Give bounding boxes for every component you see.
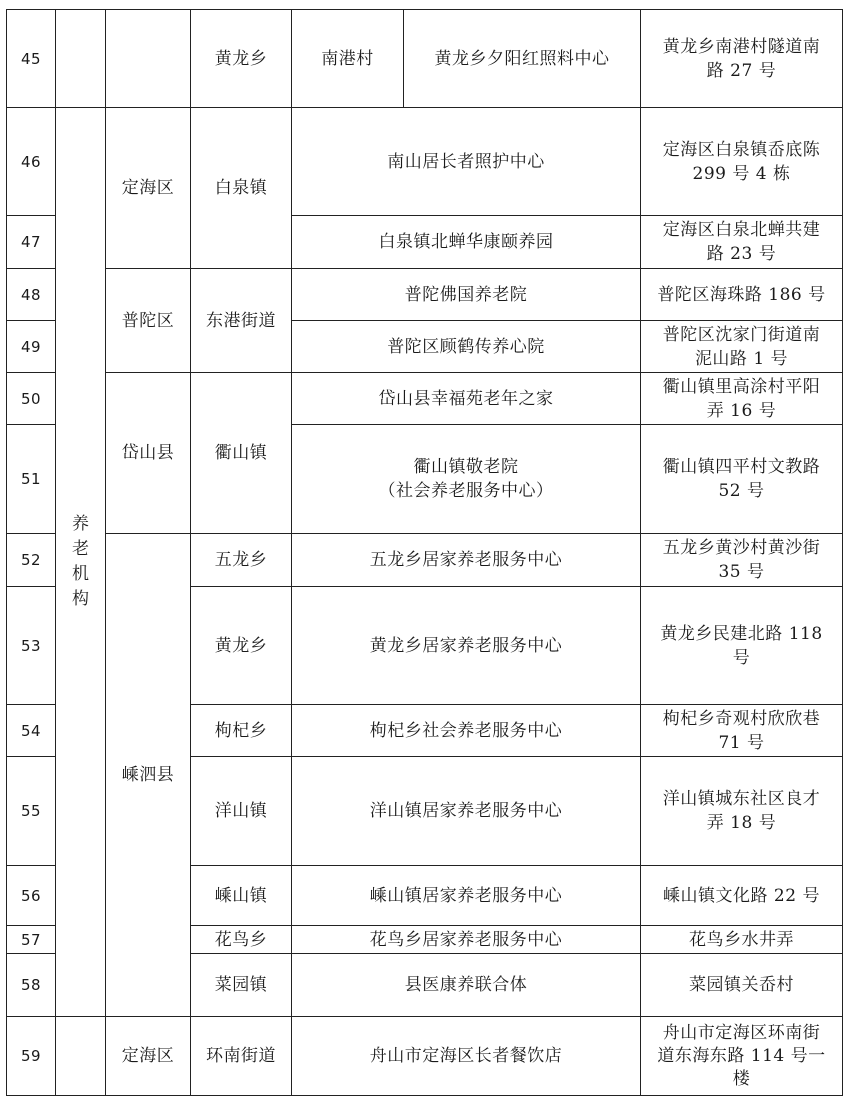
institution-name-line: （社会养老服务中心） (378, 481, 554, 501)
address-cell (641, 216, 842, 268)
institution-name: 岱山县幸福苑老年之家 (378, 388, 554, 409)
address-line: 弄 16 号 (706, 400, 777, 421)
grid-line (190, 925, 843, 926)
address-line: 黄龙乡民建北路 118 (660, 623, 823, 644)
grid-line (842, 9, 843, 1096)
address-cell (641, 587, 842, 704)
grid-line (190, 756, 843, 757)
row-number: 58 (20, 976, 42, 994)
address-line: 黄龙乡南港村隧道南 (662, 36, 821, 57)
institution-name-line: 衢山镇敬老院 (413, 457, 519, 477)
grid-line (6, 1016, 843, 1017)
address-line: 35 号 (718, 562, 765, 582)
row-number: 49 (20, 337, 42, 356)
grid-line (190, 704, 843, 705)
district-cell: 定海区 (121, 178, 175, 198)
row-number: 50 (20, 389, 42, 408)
row-number: 47 (20, 233, 42, 251)
row-number: 53 (20, 636, 42, 655)
address-cell (641, 705, 842, 756)
address-cell (641, 954, 842, 1016)
address-line: 71 号 (718, 732, 765, 753)
grid-line (6, 107, 843, 108)
town-cell: 五龙乡 (214, 550, 268, 570)
institution-name: 舟山市定海区长者餐饮店 (369, 1046, 563, 1066)
institution-name: 白泉镇北蝉华康颐养园 (378, 232, 554, 252)
institution-name: 普陀区顾鹤传养心院 (387, 336, 545, 357)
grid-line (6, 9, 843, 10)
grid-line (105, 9, 106, 1096)
address-line: 弄 18 号 (706, 813, 777, 833)
institution-name: 南山居长者照护中心 (387, 151, 545, 172)
row-number: 45 (20, 49, 42, 68)
address-line: 枸杞乡奇观村欣欣巷 (662, 708, 821, 729)
town-cell: 洋山镇 (214, 801, 268, 821)
district-cell: 嵊泗县 (121, 765, 175, 785)
address-line: 路 23 号 (706, 244, 777, 264)
grid-line (6, 1095, 843, 1096)
grid-line (291, 320, 843, 321)
grid-line (6, 533, 56, 534)
grid-line (105, 533, 843, 534)
grid-line (6, 9, 7, 1096)
address-line: 普陀区沈家门街道南 (662, 324, 821, 345)
town-cell: 白泉镇 (214, 178, 268, 198)
address-cell (641, 269, 842, 320)
address-line: 衢山镇里高涂村平阳 (662, 376, 821, 397)
address-cell (641, 534, 842, 586)
category-char: 构 (72, 589, 89, 609)
grid-line (6, 372, 56, 373)
grid-line (6, 320, 56, 321)
address-line: 定海区白泉北蝉共建 (662, 220, 821, 240)
grid-line (6, 586, 56, 587)
town-cell: 菜园镇 (214, 975, 268, 995)
row-number: 57 (20, 930, 42, 949)
grid-line (105, 372, 843, 373)
address-cell (641, 757, 842, 865)
grid-line (6, 925, 56, 926)
address-line: 衢山镇四平村文教路 (662, 457, 821, 477)
town-cell: 东港街道 (206, 310, 276, 331)
town-cell: 环南街道 (206, 1046, 276, 1066)
grid-line (291, 215, 843, 216)
grid-line (190, 953, 843, 954)
institution-name: 黄龙乡夕阳红照料中心 (434, 48, 610, 69)
category-char: 老 (72, 539, 89, 559)
institution-name: 黄龙乡居家养老服务中心 (369, 635, 563, 656)
category-text (72, 512, 89, 612)
town-cell: 衢山镇 (214, 443, 268, 463)
institution-name (292, 425, 640, 533)
address-line: 洋山镇城东社区良才 (662, 789, 821, 809)
grid-line (55, 9, 56, 1096)
institution-name: 县医康养联合体 (404, 975, 528, 995)
address-cell (641, 10, 842, 107)
institution-name: 枸杞乡社会养老服务中心 (369, 720, 563, 741)
district-cell: 岱山县 (121, 443, 175, 463)
address-line: 舟山市定海区环南街 (662, 1022, 821, 1043)
grid-line (291, 424, 843, 425)
category-char: 机 (72, 564, 89, 584)
address-cell (641, 1017, 842, 1095)
grid-line (6, 953, 56, 954)
address-line: 号 (732, 647, 751, 668)
grid-line (640, 9, 641, 1096)
address-cell (641, 926, 842, 953)
address-line: 菜园镇关岙村 (689, 975, 794, 995)
address-line: 定海区白泉镇岙底陈 (662, 140, 821, 160)
grid-line (190, 9, 191, 1096)
institution-name: 嵊山镇居家养老服务中心 (369, 885, 563, 906)
address-cell (641, 321, 842, 372)
institution-name: 洋山镇居家养老服务中心 (369, 801, 563, 821)
row-number: 51 (20, 470, 42, 488)
town-cell: 黄龙乡 (214, 48, 268, 69)
category-label (56, 108, 105, 1016)
grid-line (190, 865, 843, 866)
town-cell: 枸杞乡 (214, 720, 268, 741)
grid-line (6, 756, 56, 757)
address-cell (641, 108, 842, 215)
grid-line (190, 586, 843, 587)
institution-name: 普陀佛国养老院 (404, 284, 528, 305)
grid-line (6, 704, 56, 705)
row-number: 56 (20, 886, 42, 905)
grid-line (6, 424, 56, 425)
address-line: 道东海东路 114 号一 (657, 1045, 826, 1066)
address-line: 52 号 (718, 481, 765, 501)
address-line: 299 号 4 栋 (692, 164, 791, 184)
town-cell: 黄龙乡 (214, 635, 268, 656)
row-number: 52 (20, 551, 42, 569)
address-line: 楼 (732, 1068, 751, 1089)
address-cell (641, 425, 842, 533)
grid-line (291, 9, 292, 1096)
address-line: 嵊山镇文化路 22 号 (663, 885, 820, 906)
row-number: 46 (20, 152, 42, 171)
village-cell: 南港村 (321, 48, 374, 69)
address-cell (641, 373, 842, 424)
address-line: 五龙乡黄沙村黄沙街 (662, 538, 821, 558)
category-char: 养 (72, 514, 89, 534)
address-cell (641, 866, 842, 925)
address-line: 泥山路 1 号 (694, 348, 789, 369)
grid-line (6, 865, 56, 866)
grid-line (6, 268, 56, 269)
address-line: 普陀区海珠路 186 号 (657, 284, 826, 305)
address-line: 花鸟乡水井弄 (689, 929, 794, 950)
institution-name: 五龙乡居家养老服务中心 (369, 550, 563, 570)
row-number: 48 (20, 285, 42, 304)
row-number: 59 (20, 1047, 42, 1065)
institution-name: 花鸟乡居家养老服务中心 (369, 929, 563, 950)
row-number: 55 (20, 802, 42, 820)
grid-line (6, 215, 56, 216)
address-line: 路 27 号 (706, 60, 777, 81)
row-number: 54 (20, 721, 42, 740)
district-cell: 定海区 (121, 1046, 175, 1066)
grid-line (403, 9, 404, 108)
town-cell: 花鸟乡 (214, 929, 268, 950)
district-cell: 普陀区 (121, 310, 175, 331)
grid-line (105, 268, 843, 269)
town-cell: 嵊山镇 (214, 885, 268, 906)
